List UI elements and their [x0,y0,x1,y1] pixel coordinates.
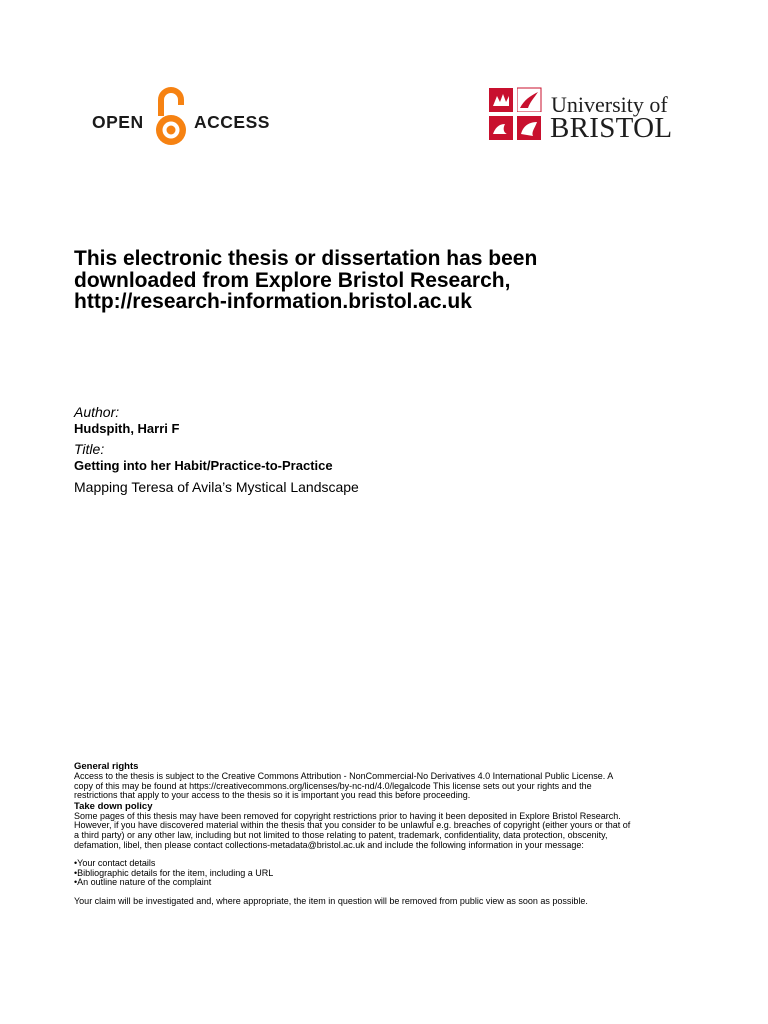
author-label: Author: [74,404,120,420]
heading-url: http://research-information.bristol.ac.uk [74,290,472,313]
bullet-item: •An outline nature of the complaint [74,877,212,888]
university-of-bristol-logo [487,86,687,142]
takedown-policy-line: a third party) or any other law, including but not limited to those relating to patent, trademark, confidentiality, data protection, obscenity, [74,829,608,840]
university-name-line1: University of [551,92,668,117]
university-crest-icon [487,86,543,142]
takedown-policy-line: Some pages of this thesis may have been removed for copyright restrictions prior to having it been deposited in Explore Bristol Research. [74,810,621,821]
author-value: Hudspith, Harri F [74,421,180,436]
takedown-policy-line: However, if you have discovered material within the thesis that you consider to be unlawful e.g. breaches of copyright (either yours or that of [74,820,631,831]
general-rights-line: Access to the thesis is subject to the Creative Commons Attribution - NonCommercial-No Derivatives 4.0 International Public License. A [74,771,614,781]
general-rights-line: restrictions that apply to your access to the thesis so it is important you read this before proceeding. [74,790,471,801]
open-lock-icon [152,86,190,148]
page-heading [74,248,714,313]
university-name-line2: BRISTOL [550,112,673,144]
title-label: Title: [74,441,105,457]
takedown-policy-line: defamation, libel, then please contact collections-metadata@bristol.ac.uk and include the following information in your message: [74,839,584,850]
open-access-word-access: ACCESS [194,112,270,132]
open-access-word-open: OPEN [92,112,144,132]
general-rights-line: copy of this may be found at https://creativecommons.org/licenses/by-nc-nd/4.0/legalcode This license sets out your rights and the [74,780,592,791]
takedown-policy-heading: Take down policy [74,800,153,812]
title-value: Getting into her Habit/Practice-to-Practice [74,458,333,473]
bullet-item: •Bibliographic details for the item, including a URL [74,867,274,878]
bullet-item: •Your contact details [74,858,156,869]
closing-statement: Your claim will be investigated and, where appropriate, the item in question will be removed from public view as soon as possible. [74,895,588,906]
general-rights-heading: General rights [74,761,139,772]
rights-section [74,761,724,907]
heading-line: downloaded from Explore Bristol Research, [74,268,511,292]
subtitle-value: Mapping Teresa of Avila’s Mystical Landscape [74,479,359,495]
open-access-logo [92,86,272,148]
heading-line: This electronic thesis or dissertation has been [74,247,538,270]
